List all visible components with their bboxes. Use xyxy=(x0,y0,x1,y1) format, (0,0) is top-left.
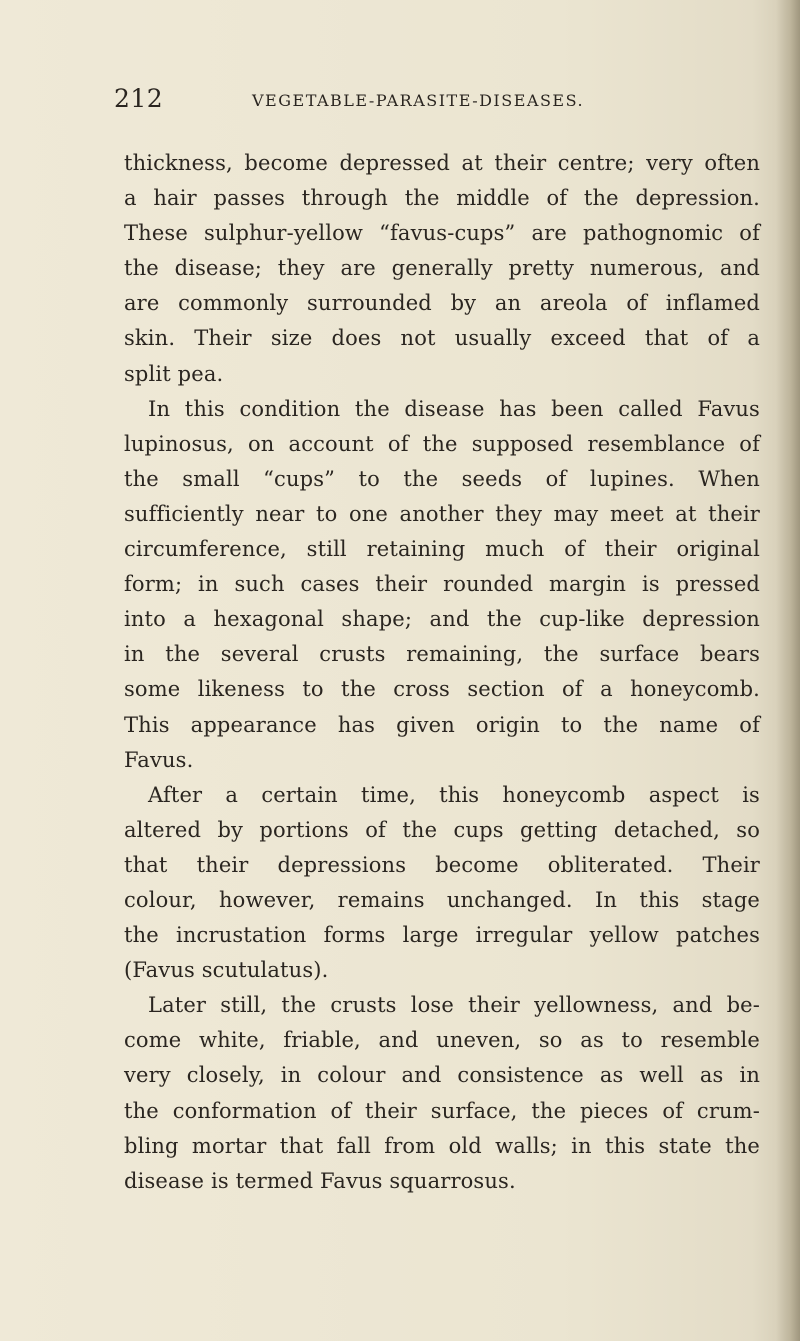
text-line: thickness, become depressed at their centre; very often xyxy=(124,151,760,175)
text-line: altered by portions of the cups getting detached, so xyxy=(124,817,760,842)
text-line: form; in such cases their rounded margin is pressed xyxy=(124,572,760,597)
text-line: the disease; they are generally pretty numerous, and xyxy=(124,256,760,281)
text-line: After a certain time, this honeycomb aspect is xyxy=(148,782,760,807)
text-line: Later still, the crusts lose their yellowness, and be- xyxy=(148,993,760,1018)
text-line: a hair passes through the middle of the depression. xyxy=(124,186,760,211)
page-number: 212 xyxy=(114,84,164,113)
text-line: come white, friable, and uneven, so as to resemble xyxy=(124,1028,760,1053)
text-line: in the several crusts remaining, the surface bears xyxy=(124,642,760,667)
text-line: circumference, still retaining much of their original xyxy=(124,537,760,562)
text-line: Favus. xyxy=(124,747,194,772)
text-line: the small “cups” to the seeds of lupines. When xyxy=(124,466,760,491)
text-line: some likeness to the cross section of a honeycomb. xyxy=(124,677,760,702)
text-line: into a hexagonal shape; and the cup-like depression xyxy=(124,607,760,632)
text-line: the conformation of their surface, the pieces of crum- xyxy=(124,1098,760,1123)
text-line: split pea. xyxy=(124,361,224,386)
text-line: This appearance has given origin to the name of xyxy=(124,712,760,737)
text-line: lupinosus, on account of the supposed resemblance of xyxy=(124,431,760,456)
text-line: are commonly surrounded by an areola of inflamed xyxy=(124,291,760,316)
text-line: skin. Their size does not usually exceed that of a xyxy=(124,326,760,351)
body-text xyxy=(124,146,760,1199)
text-line: sufficiently near to one another they may meet at their xyxy=(124,501,760,526)
text-line: These sulphur-yellow “favus-cups” are pathognomic of xyxy=(124,221,760,246)
running-head: VEGETABLE-PARASITE-DISEASES. xyxy=(252,91,585,110)
text-line: In this condition the disease has been called Favus xyxy=(148,396,760,421)
page-header xyxy=(114,84,754,124)
text-line: bling mortar that fall from old walls; in this state the xyxy=(124,1133,760,1158)
text-line: colour, however, remains unchanged. In this stage xyxy=(124,887,760,912)
text-line: disease is termed Favus squarrosus. xyxy=(124,1168,516,1193)
text-line: (Favus scutulatus). xyxy=(124,958,329,983)
text-line: that their depressions become obliterated. Their xyxy=(124,852,760,877)
page-edge-shadow xyxy=(776,0,800,1341)
text-line: very closely, in colour and consistence as well as in xyxy=(124,1063,760,1088)
text-line: the incrustation forms large irregular yellow patches xyxy=(124,923,760,948)
